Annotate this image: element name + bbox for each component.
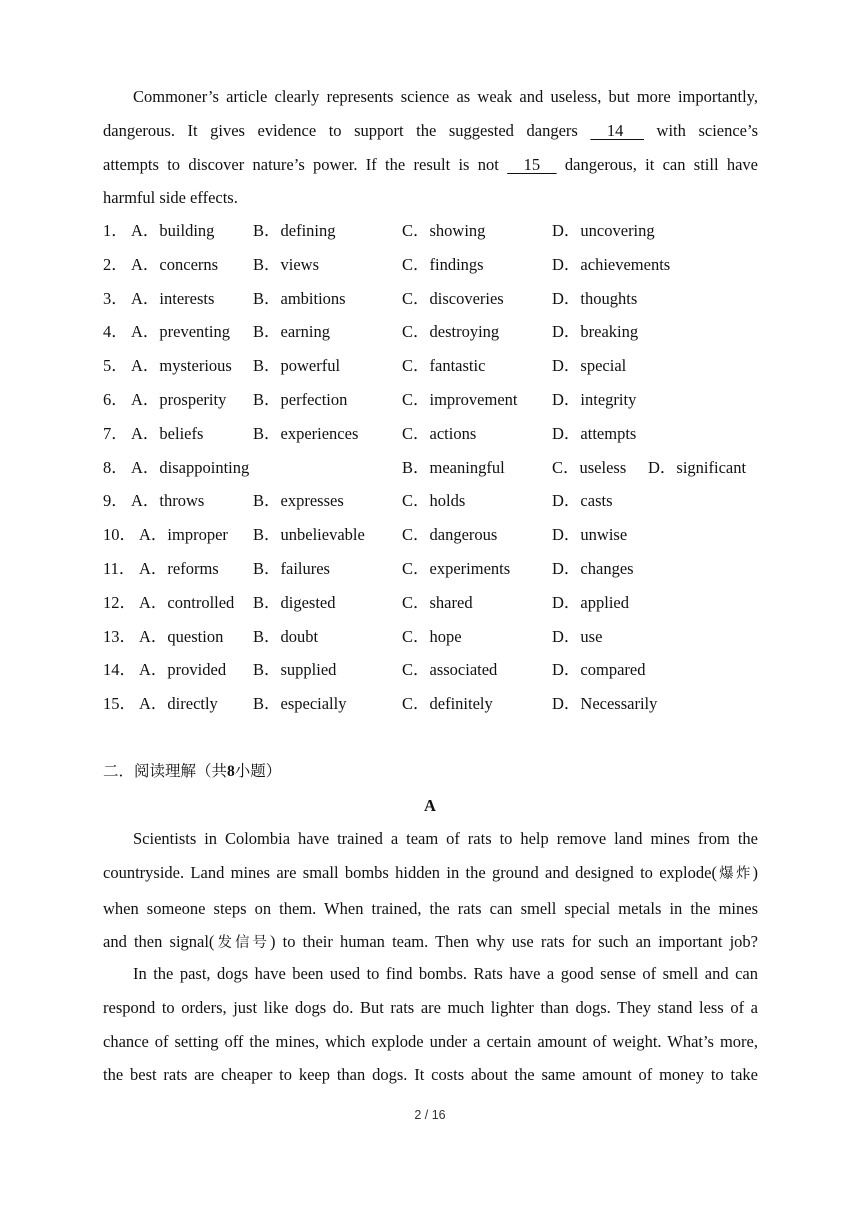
option-a: A．prosperity [131, 389, 227, 409]
option-a: A．concerns [131, 254, 219, 274]
option-c: C．dangerous [402, 525, 498, 545]
question-row-6 [103, 383, 783, 417]
passage-1-line-4-end: ) to their human team. Then why use rats for such an important job? [270, 932, 759, 952]
option-c: C．shared [402, 592, 473, 612]
option-d: D．significant [648, 457, 747, 477]
intro-line-3-end: dangerous, it can still have [556, 154, 758, 174]
question-row-14 [103, 653, 783, 687]
option-d: D．breaking [552, 322, 639, 342]
question-row-12 [103, 586, 783, 620]
option-c: C．showing [402, 221, 486, 240]
gloss-explode: 爆炸 [716, 865, 753, 882]
question-row-7 [103, 417, 783, 451]
blank-14: 14 [590, 120, 644, 140]
passage-title: A [424, 796, 436, 815]
question-row-1 [103, 214, 783, 248]
section-heading [103, 755, 281, 788]
question-number: 5． [103, 356, 128, 376]
option-b: B．perfection [253, 389, 348, 409]
option-b: B．powerful [253, 356, 341, 376]
passage-2-line-3: chance of setting off the mines, which explode under a certain amount of weight. What’s more, [103, 1031, 758, 1051]
question-number: 1． [103, 221, 128, 240]
question-row-3 [103, 282, 783, 316]
option-d: D．casts [552, 491, 613, 511]
option-a: A．mysterious [131, 356, 232, 376]
option-d: D．integrity [552, 389, 637, 409]
option-d: D．compared [552, 660, 646, 680]
option-a: A．preventing [131, 322, 230, 342]
option-a: A．beliefs [131, 423, 204, 443]
passage-paragraph-2 [103, 957, 758, 1092]
option-c: C．hope [402, 626, 462, 646]
option-b: B．doubt [253, 626, 319, 646]
option-a: A．provided [139, 660, 227, 680]
option-a: A．interests [131, 288, 215, 308]
option-b: B．ambitions [253, 288, 346, 308]
question-row-8 [103, 451, 783, 485]
intro-line-3-start: attempts to discover nature’s power. If the result is not [103, 154, 508, 174]
option-b: B．digested [253, 592, 336, 612]
question-number: 15． [103, 694, 136, 714]
question-options-list [103, 214, 783, 721]
option-c: C．holds [402, 491, 466, 511]
option-a: A．question [139, 626, 224, 646]
option-b: B．unbelievable [253, 525, 365, 545]
question-number: 12． [103, 592, 136, 612]
option-c: C．associated [402, 660, 498, 680]
intro-line-1: Commoner’s article clearly represents science as weak and useless, but more importantly, [133, 87, 758, 106]
option-d: D．achievements [552, 254, 671, 274]
passage-1-line-2: countryside. Land mines are small bombs hidden in the ground and designed to explode( [103, 862, 717, 882]
option-c: C．actions [402, 423, 477, 443]
question-row-2 [103, 248, 783, 282]
option-d: D．Necessarily [552, 694, 658, 714]
blank-15: 15 [507, 154, 557, 174]
option-b: B．views [253, 254, 319, 274]
section-heading-prefix: 二．阅读理解（共 [103, 762, 228, 780]
option-b: B．defining [253, 221, 336, 240]
question-row-11 [103, 552, 783, 586]
section-question-count: 8 [227, 763, 235, 780]
intro-paragraph [103, 80, 758, 215]
option-b: B．meaningful [402, 457, 505, 477]
option-d: D．use [552, 626, 603, 646]
option-c: C．useless [552, 457, 627, 477]
option-b: B．especially [253, 694, 347, 714]
option-b: B．earning [253, 322, 330, 342]
question-row-13 [103, 620, 783, 654]
option-d: D．unwise [552, 525, 628, 545]
option-a: A．directly [139, 694, 218, 714]
passage-1-line-2-end: ) [752, 862, 759, 882]
passage-paragraph-1 [103, 822, 758, 961]
option-c: C．experiments [402, 558, 511, 578]
question-number: 10． [103, 525, 136, 545]
option-b: B．expresses [253, 491, 344, 511]
question-number: 3． [103, 288, 128, 308]
question-row-10 [103, 518, 783, 552]
option-b: B．supplied [253, 660, 337, 680]
passage-2-line-2: respond to orders, just like dogs do. But rats are much lighter than dogs. They stand less of a [103, 997, 758, 1017]
passage-1-line-1: Scientists in Colombia have trained a team of rats to help remove land mines from the [133, 829, 758, 848]
option-c: C．discoveries [402, 288, 504, 308]
option-d: D．special [552, 356, 627, 376]
question-row-5 [103, 349, 783, 383]
question-number: 6． [103, 389, 128, 409]
question-number: 14． [103, 660, 136, 680]
option-d: D．attempts [552, 423, 637, 443]
passage-1-line-3: when someone steps on them. When trained, the rats can smell special metals in the mines [103, 898, 758, 918]
option-a: A．reforms [139, 558, 219, 578]
option-d: D．uncovering [552, 221, 655, 240]
question-number: 11． [103, 558, 136, 578]
passage-2-line-1: In the past, dogs have been used to find bombs. Rats have a good sense of smell and can [133, 964, 758, 983]
page-number: 2 / 16 [414, 1108, 446, 1122]
question-row-9 [103, 484, 783, 518]
question-number: 13． [103, 626, 136, 646]
option-c: C．definitely [402, 694, 493, 714]
option-d: D．changes [552, 558, 634, 578]
gloss-signal: 发信号 [214, 935, 271, 952]
passage-2-line-4: the best rats are cheaper to keep than dogs. It costs about the same amount of money to take [103, 1065, 758, 1085]
intro-line-2-start: dangerous. It gives evidence to support the suggested dangers [103, 120, 591, 140]
option-c: C．fantastic [402, 356, 486, 376]
option-d: D．applied [552, 592, 629, 612]
option-c: C．destroying [402, 322, 500, 342]
option-a: A．disappointing [131, 457, 250, 477]
option-a: A．controlled [139, 592, 235, 612]
question-number: 9． [103, 491, 128, 511]
option-c: C．findings [402, 254, 484, 274]
option-c: C．improvement [402, 389, 518, 409]
question-row-15 [103, 687, 783, 721]
question-number: 8． [103, 457, 128, 477]
intro-line-4: harmful side effects. [103, 188, 238, 208]
section-heading-suffix: 小题） [234, 762, 282, 780]
question-number: 4． [103, 322, 128, 342]
intro-line-2-end: with science’s [644, 120, 759, 140]
option-d: D．thoughts [552, 288, 638, 308]
option-a: A．improper [139, 525, 228, 545]
question-number: 7． [103, 423, 128, 443]
option-a: A．throws [131, 491, 205, 511]
passage-1-line-4: and then signal( [103, 932, 215, 952]
question-row-4 [103, 315, 783, 349]
option-b: B．experiences [253, 423, 359, 443]
option-b: B．failures [253, 558, 330, 578]
option-a: A．building [131, 221, 215, 240]
question-number: 2． [103, 254, 128, 274]
